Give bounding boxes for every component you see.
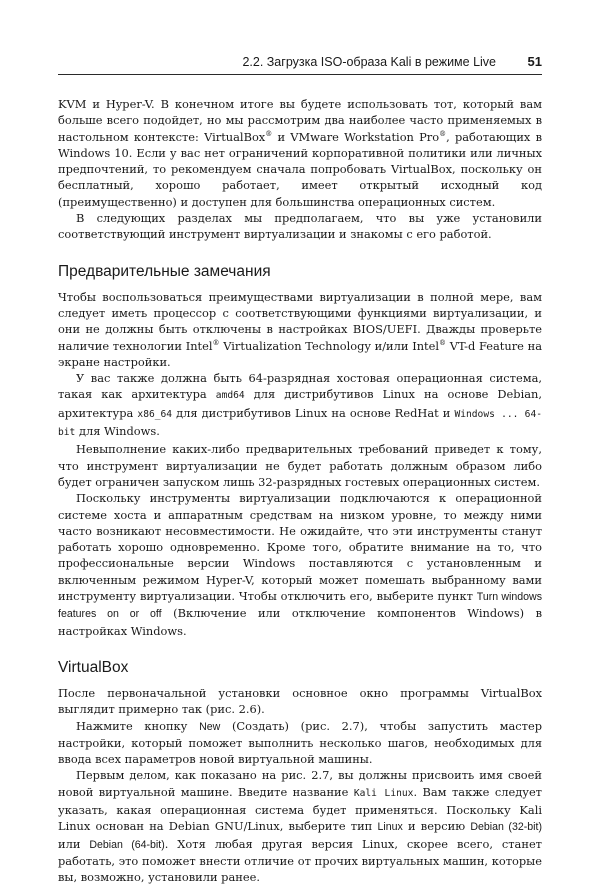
virtualbox-paragraph-1: После первоначальной установки основное окно программы VirtualBox выглядит примерно так (рис. 2.6). xyxy=(58,685,542,717)
prereq-paragraph-2: У вас также должна быть 64-разрядная хостовая операционная система, такая как архитектура amd64 для дистрибутивов Linux на основе Debian, архитектура x86_64 для дистрибутивов Linux на основе RedHat и Windows ... 64-bit для Windows. xyxy=(58,371,542,439)
intro-paragraph-1: KVM и Hyper-V. В конечном итоге вы будете использовать тот, который вам больше всего подойдет, но мы рассмотрим два наиболее часто применяемых в настольном контексте: VirtualBox® и VMware Workstation Pro®, работающих в Windows 10. Если у вас нет ограничений корпоративной политики или личных предпочтений, то рекомендуем сначала попробовать VirtualBox, поскольку он бесплатный, хорошо работает, имеет открытый исходный код (преимущественно) и доступен для большинства операционных систем. xyxy=(58,97,542,209)
section-heading-virtualbox: VirtualBox xyxy=(58,658,129,676)
header-title: 2.2. Загрузка ISO-образа Kali в режиме Live xyxy=(242,55,496,69)
prereq-paragraph-3: Невыполнение каких-либо предварительных требований приведет к тому, что инструмент виртуализации не будет работать должным образом либо будет ограничен запуском лишь 32-разрядных гостевых операционных систем. xyxy=(58,442,542,489)
page-body xyxy=(58,96,542,885)
prereq-paragraph-1: Чтобы воспользоваться преимуществами виртуализации в полной мере, вам следует иметь процессор с соответствующими функциями виртуализации, и они не должны быть отключены в настройках BIOS/UEFI. Дважды проверьте наличие технологии Intel® Virtualization Technology и/или Intel® VT-d Feature на экране настройки. xyxy=(58,289,543,369)
ui-debian-64: Debian (64-bit) xyxy=(89,838,165,851)
ui-debian-32: Debian (32-bit) xyxy=(470,821,542,834)
virtualbox-paragraph-2: Нажмите кнопку New (Создать) (рис. 2.7), чтобы запустить мастер настройки, который поможет выполнить несколько шагов, необходимых для ввода всех параметров новой виртуальной машины. xyxy=(58,718,543,767)
ui-linux: Linux xyxy=(377,821,403,834)
ui-new: New xyxy=(199,720,221,733)
page-number: 51 xyxy=(527,54,542,69)
intro-paragraph-2: В следующих разделах мы предполагаем, что вы уже установили соответствующий инструмент виртуализации и знакомы с его работой. xyxy=(58,211,542,242)
ui-turn-windows-features: Turn windows features on or off xyxy=(58,591,542,621)
code-x86-64: x86_64 xyxy=(137,408,173,420)
prereq-paragraph-4: Поскольку инструменты виртуализации подключаются к операционной системе хоста и аппаратным средствам на низком уровне, то между ними часто возникают несовместимости. Не ожидайте, что эти инструменты станут работать хорошо одновременно. Кроме того, обратите внимание на то, что профессиональные версии Windows поставляются с установленным и включенным режимом Hyper-V, который может помешать выбранному вами инструменту виртуализации. Чтобы отключить его, выберите пункт Turn windows features on or off (Включение или отключение компонентов Windows) в настройках Windows. xyxy=(58,491,542,638)
code-kali-linux: Kali Linux xyxy=(353,787,414,799)
virtualbox-paragraph-3: Первым делом, как показано на рис. 2.7, вы должны присвоить имя своей новой виртуальной машине. Введите название Kali Linux. Вам также следует указать, какая операционная система будет применяться. Поскольку Kali Linux основан на Debian GNU/Linux, выберите тип Linux и версию Debian (32-bit) или Debian (64-bit). Хотя любая другая версия Linux, скорее всего, станет работать, это поможет внести отличие от прочих виртуальных машин, которые вы, возможно, установили ранее. xyxy=(58,768,542,885)
code-windows-64bit: Windows ... 64-bit xyxy=(58,408,542,439)
section-heading-prerequisites: Предварительные замечания xyxy=(58,262,271,280)
code-amd64: amd64 xyxy=(215,390,245,402)
running-header xyxy=(58,52,542,75)
